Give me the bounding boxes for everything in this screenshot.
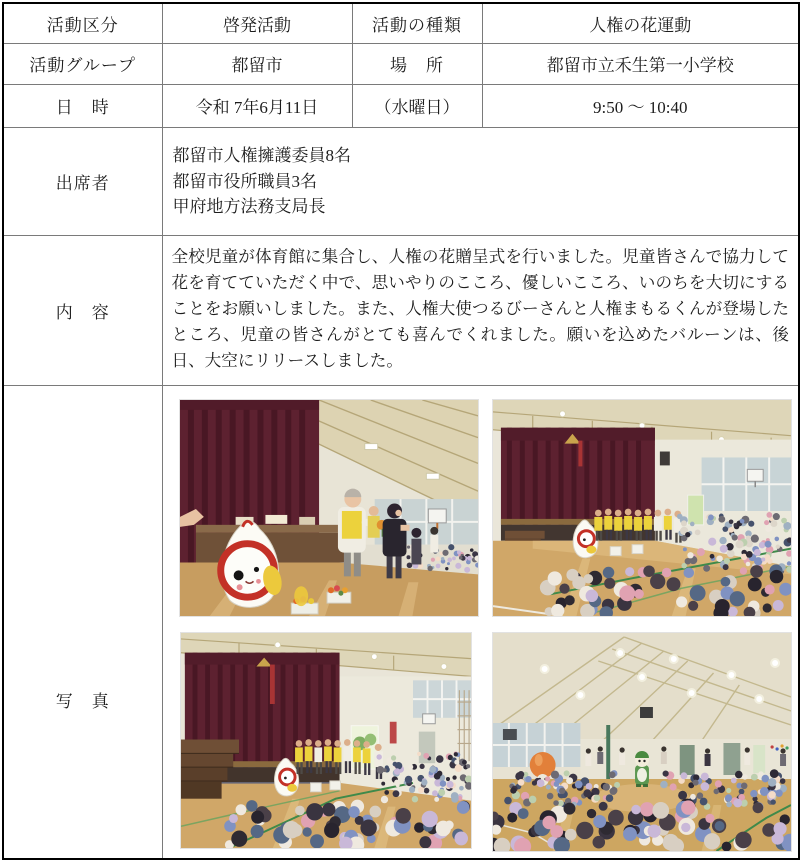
value-time-range: 9:50 ～ 10:40 (482, 84, 799, 127)
report-table (2, 2, 800, 860)
photo-officials-lineup (180, 632, 472, 849)
value-content-text: 全校児童が体育館に集合し、人権の花贈呈式を行いました。児童皆さんで協力して花を育てていただく中で、思いやりのこころ、優しいこころ、いのちを大切にすることをお願いしました。また、人権大使つるびーさんと人権まもるくんが登場したところ、児童の皆さんがとても喜んでくれました。願いを込めたバルーンは、後日、大空にリリースしました。 (162, 236, 799, 386)
value-attendees (162, 127, 799, 235)
label-activity-category: 活動区分 (3, 3, 162, 43)
label-content: 内 容 (3, 236, 162, 386)
attendee-line: 甲府地方法務支局長 (172, 197, 326, 217)
mascot-character (635, 751, 649, 787)
value-date: 令和 7年6月11日 (162, 84, 352, 127)
value-activity-category: 啓発活動 (162, 3, 352, 43)
gym-wide-view-illustration (493, 400, 791, 616)
attendee-line: 都留市人権擁護委員8名 (172, 146, 351, 166)
label-attendees: 出席者 (3, 127, 162, 235)
photo-flower-ceremony-closeup (179, 399, 479, 617)
value-activity-type: 人権の花運動 (482, 3, 799, 43)
photo-mascot-with-children (492, 632, 792, 852)
row-activity-group (3, 43, 799, 84)
row-activity-category (3, 3, 799, 43)
photo-grid (162, 386, 799, 859)
row-content (3, 236, 799, 386)
label-activity-type: 活動の種類 (352, 3, 482, 43)
photo-ceremony-wide-view (492, 399, 792, 617)
row-date-time (3, 84, 799, 127)
label-activity-group: 活動グループ (3, 43, 162, 84)
label-date-time: 日 時 (3, 84, 162, 127)
row-photos (3, 386, 799, 859)
row-attendees (3, 127, 799, 235)
value-place: 都留市立禾生第一小学校 (482, 43, 799, 84)
gym-stage-closeup-illustration (180, 400, 478, 616)
label-photos: 写 真 (3, 386, 162, 859)
attendee-line: 都留市役所職員3名 (172, 171, 317, 191)
gym-mascot-crowd-illustration (493, 633, 791, 851)
gym-frontal-view-illustration (181, 633, 471, 848)
value-activity-group: 都留市 (162, 43, 352, 84)
label-place: 場 所 (352, 43, 482, 84)
value-weekday: （水曜日） (352, 84, 482, 127)
